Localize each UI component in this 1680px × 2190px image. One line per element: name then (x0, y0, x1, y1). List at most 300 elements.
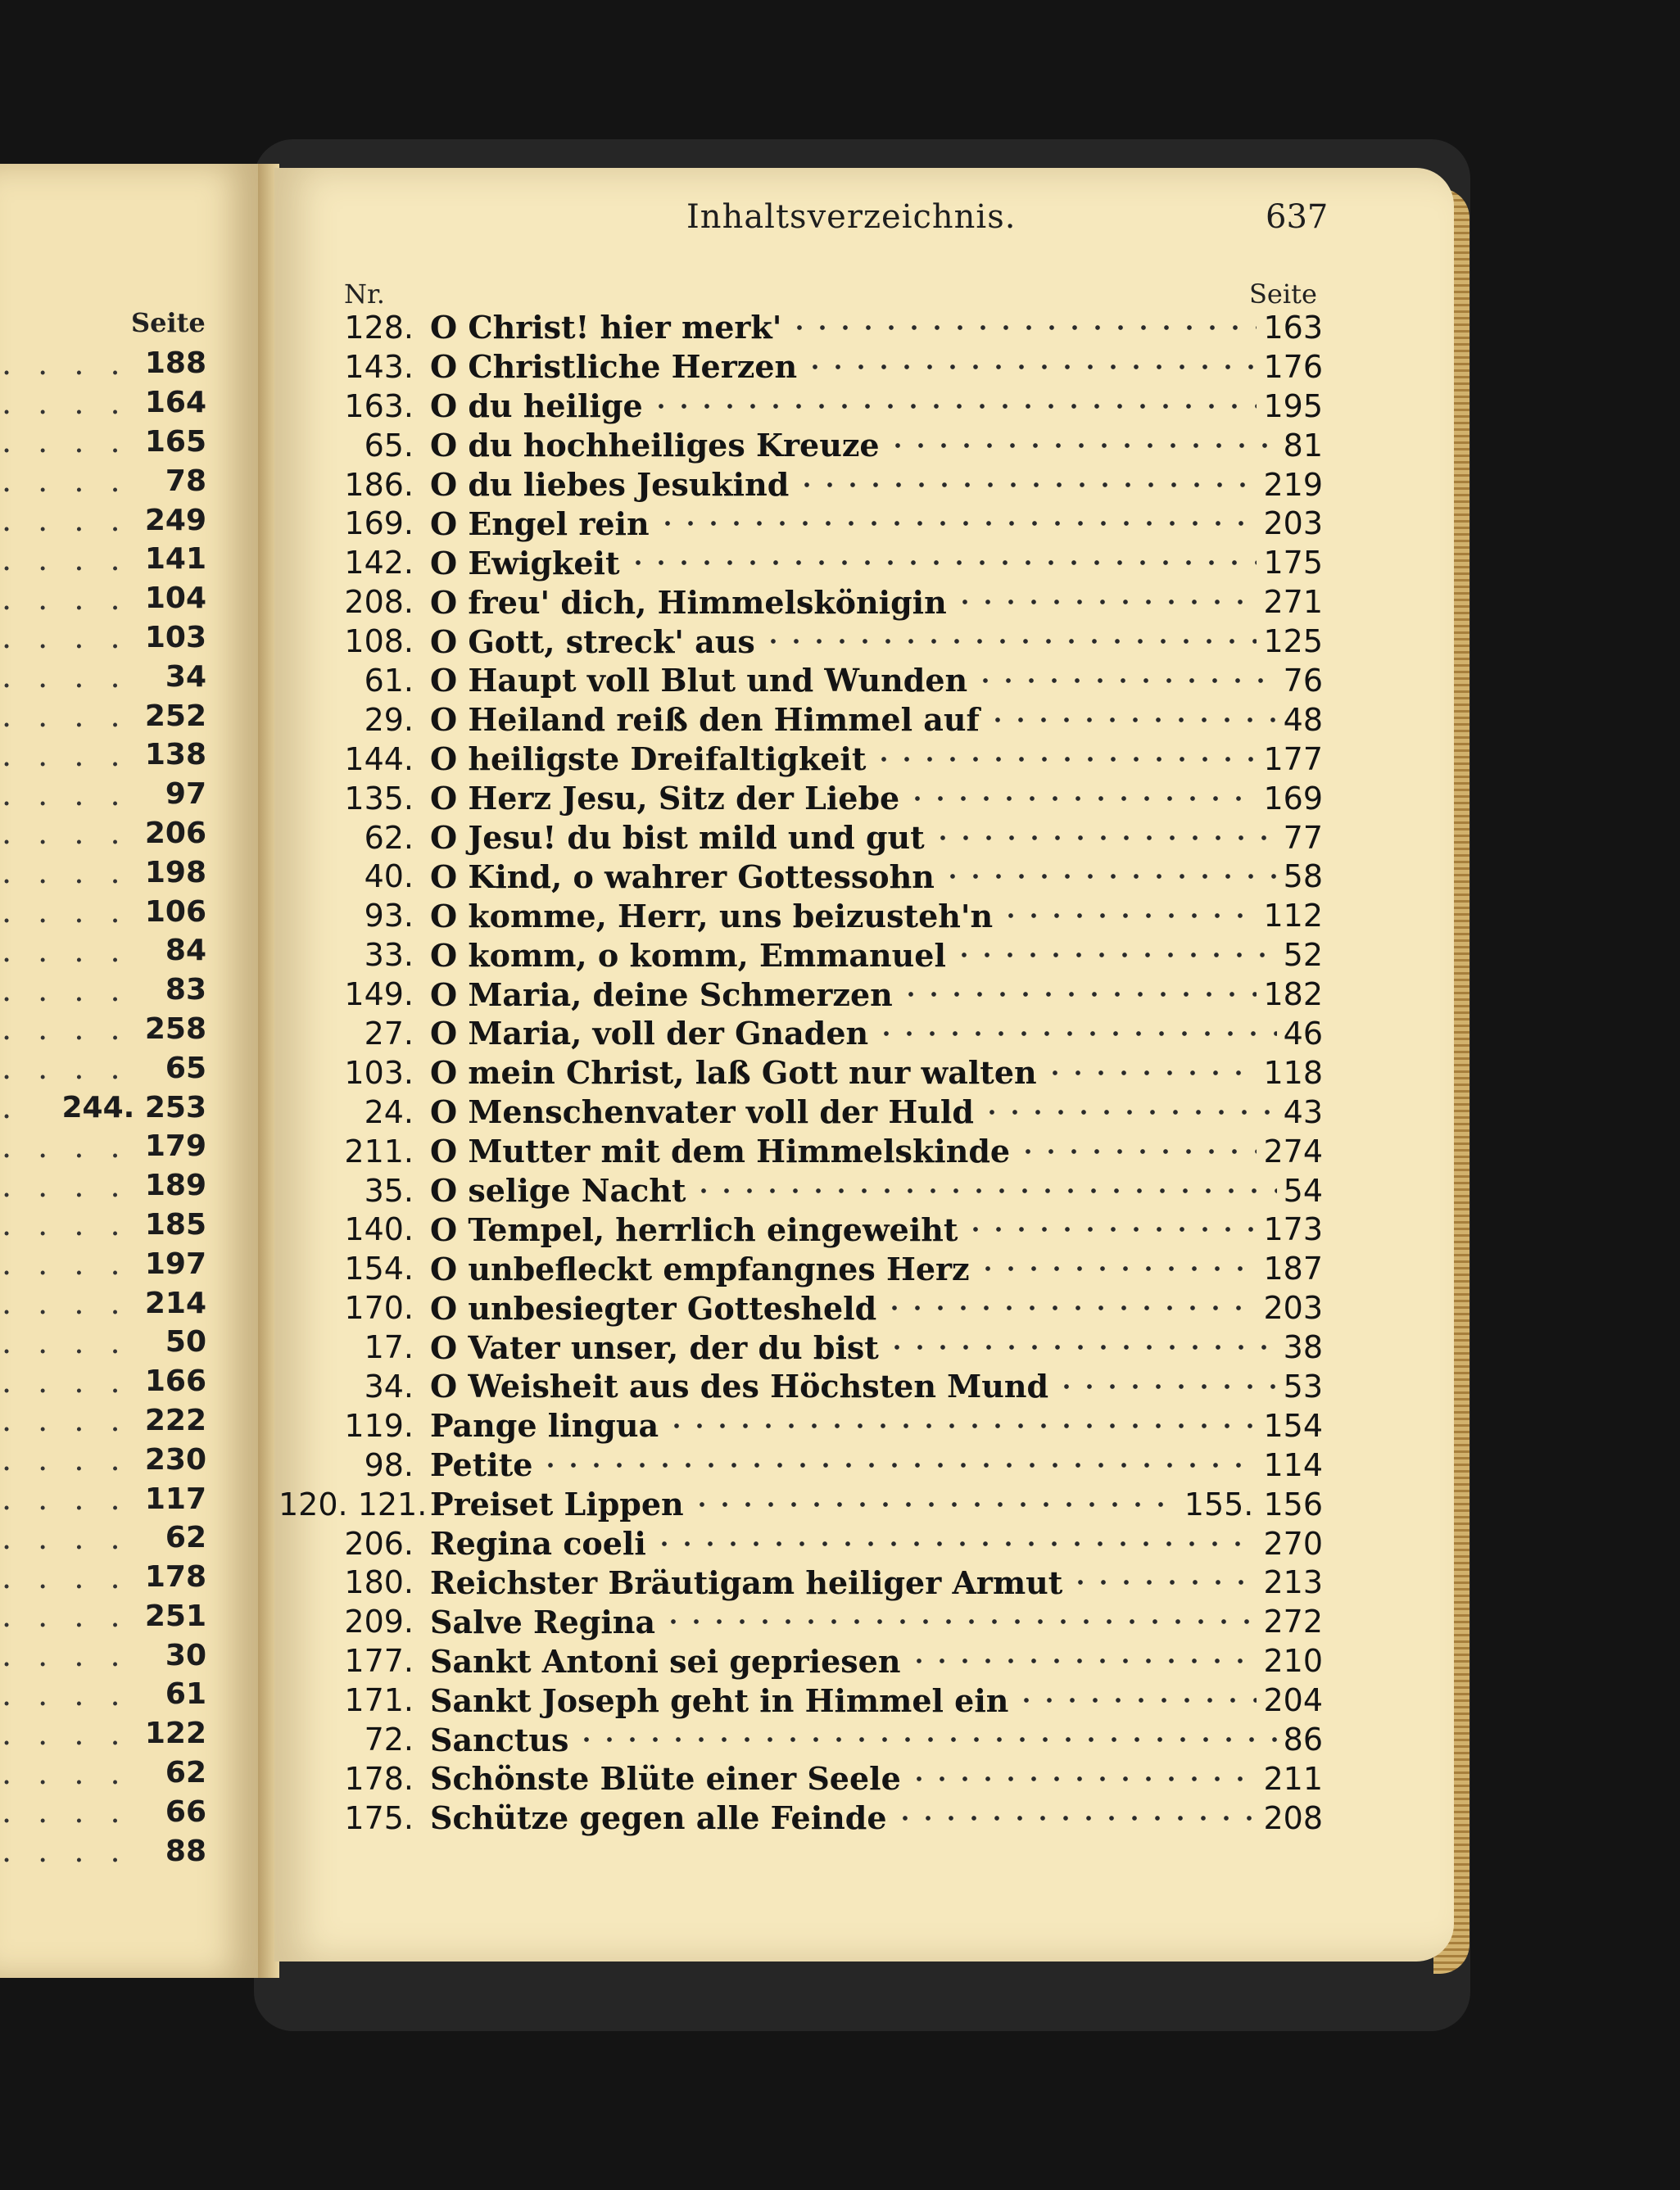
toc-entry (344, 1210, 1323, 1249)
dot-leader (692, 1175, 1276, 1206)
entry-number: 142. (344, 545, 414, 581)
dot-leader: . . . . (2, 1206, 129, 1243)
entry-number: 40. (364, 858, 414, 895)
entry-page: 155. 156 (1184, 1486, 1323, 1523)
left-page-ref: 97 (165, 777, 206, 812)
dot-leader (931, 822, 1277, 853)
dot-leader (575, 1724, 1276, 1755)
toc-entry (344, 504, 1323, 543)
dot-leader: . . . . (2, 1402, 129, 1439)
entry-title: O Maria, deine Schmerzen (430, 975, 893, 1013)
left-page-ref: 103 (144, 620, 206, 654)
left-page-ref: 165 (144, 424, 206, 459)
entry-number: 17. (364, 1329, 414, 1366)
toc-entry (344, 779, 1323, 818)
left-list-item (0, 461, 206, 500)
toc-entry (344, 1288, 1323, 1328)
dot-leader (899, 979, 1257, 1010)
entry-page: 114 (1263, 1446, 1323, 1483)
dot-leader: . . . . (2, 894, 129, 930)
dot-leader (1017, 1136, 1257, 1167)
dot-leader (795, 469, 1257, 500)
left-page-ref: 104 (144, 581, 206, 616)
dot-leader: . . . . (2, 1324, 129, 1360)
entry-page: 177 (1263, 740, 1323, 777)
left-page-ref: 122 (144, 1717, 206, 1751)
dot-leader (980, 1097, 1277, 1128)
entry-title: Regina coeli (430, 1525, 646, 1563)
entry-number: 149. (344, 976, 414, 1013)
entry-number: 135. (344, 780, 414, 817)
left-page-ref: 189 (144, 1169, 206, 1203)
entry-title: Sankt Joseph geht in Himmel ein (430, 1681, 1009, 1719)
toc-entry (344, 582, 1323, 622)
left-page-ref: 61 (165, 1677, 206, 1712)
left-list-item (0, 618, 206, 658)
left-list-item (0, 1636, 206, 1675)
entry-number: 108. (344, 623, 414, 660)
toc-entry (344, 1602, 1323, 1641)
left-list-item (0, 1714, 206, 1753)
entry-number: 211. (344, 1133, 414, 1170)
dot-leader (627, 547, 1257, 578)
left-list-item (0, 1479, 206, 1518)
left-page-ref: 197 (144, 1247, 206, 1281)
left-list-item (0, 1088, 206, 1127)
entry-page: 176 (1263, 348, 1323, 385)
entry-number: 119. (344, 1407, 414, 1444)
dot-leader: . . . . (2, 580, 129, 617)
dot-leader (974, 665, 1276, 696)
left-list-item (0, 1518, 206, 1558)
left-list-item (0, 1244, 206, 1283)
entry-title: O du liebes Jesukind (430, 466, 790, 503)
entry-title: O Ewigkeit (430, 544, 620, 581)
dot-leader (886, 430, 1277, 461)
left-list-item (0, 344, 206, 383)
entry-page: 210 (1263, 1643, 1323, 1680)
dot-leader: . . . . (2, 1715, 129, 1752)
entry-page: 77 (1283, 819, 1323, 856)
dot-leader (908, 1645, 1257, 1676)
entry-page: 38 (1283, 1329, 1323, 1366)
entry-page: 274 (1263, 1133, 1323, 1170)
dot-leader: . . . . (2, 345, 129, 382)
entry-title: O komm, o komm, Emmanuel (430, 936, 946, 974)
toc-entry (344, 1328, 1323, 1367)
entry-page: 270 (1263, 1525, 1323, 1562)
dot-leader: . . . . (2, 502, 129, 539)
toc-entry (344, 975, 1323, 1014)
left-page-ref: 117 (144, 1482, 206, 1516)
entry-title: O Herz Jesu, Sitz der Liebe (430, 780, 900, 817)
entry-title: Preiset Lippen (430, 1486, 684, 1523)
entry-title: O Kind, o wahrer Gottessohn (430, 857, 935, 895)
entry-page: 76 (1283, 662, 1323, 699)
entry-title: O Maria, voll der Gnaden (430, 1015, 869, 1052)
dot-leader (650, 391, 1257, 422)
left-page-ref: 185 (144, 1207, 206, 1242)
entry-title: O du heilige (430, 387, 643, 425)
toc-entry (344, 700, 1323, 740)
entry-number: 33. (364, 937, 414, 974)
entry-page: 213 (1263, 1564, 1323, 1601)
left-page-ref: 141 (144, 542, 206, 577)
dot-leader (908, 1763, 1257, 1794)
entry-number: 61. (364, 662, 414, 699)
left-page-ref: 214 (144, 1286, 206, 1320)
dot-leader: . . . . (2, 971, 129, 1008)
dot-leader: . . . . (2, 1519, 129, 1556)
dot-leader (894, 1803, 1257, 1834)
dot-leader: . . . . (2, 541, 129, 577)
entry-page: 208 (1263, 1799, 1323, 1836)
left-page-ref: 249 (144, 503, 206, 537)
dot-leader: . . . . (2, 776, 129, 812)
dot-leader: . . . . (2, 1050, 129, 1087)
entry-title: Pange lingua (430, 1407, 659, 1445)
toc-entry (344, 1367, 1323, 1406)
left-page-ref: 166 (144, 1364, 206, 1399)
left-list-item (0, 1010, 206, 1049)
dot-leader (953, 939, 1277, 971)
entry-title: O komme, Herr, uns beizusteh'n (430, 897, 994, 934)
dot-leader (665, 1410, 1257, 1441)
dot-leader: . . . . (2, 1363, 129, 1400)
left-list-item (0, 775, 206, 814)
dot-leader: . . . . (2, 854, 129, 891)
toc-entry (344, 661, 1323, 700)
entry-title: Salve Regina (430, 1603, 655, 1640)
toc-entry (344, 1681, 1323, 1720)
entry-number: 65. (364, 427, 414, 464)
left-page-ref: 244. 253 (61, 1090, 206, 1124)
entry-number: 186. (344, 466, 414, 503)
left-page-ref: 83 (165, 973, 206, 1007)
dot-leader: . . . . (2, 1128, 129, 1165)
left-list-item (0, 1323, 206, 1362)
dot-leader: . . . . (2, 1794, 129, 1830)
entry-number: 27. (364, 1015, 414, 1052)
left-list-item (0, 1127, 206, 1166)
left-list-item (0, 1401, 206, 1441)
toc-entry (344, 426, 1323, 465)
left-list-item (0, 853, 206, 892)
dot-leader (539, 1450, 1257, 1481)
entry-number: 140. (344, 1211, 414, 1248)
entry-number: 128. (344, 309, 414, 346)
toc-entry (344, 1053, 1323, 1093)
left-list-item (0, 500, 206, 540)
entry-page: 169 (1263, 780, 1323, 817)
dot-leader (953, 586, 1257, 618)
dot-leader (653, 1528, 1257, 1559)
toc-entry (344, 465, 1323, 505)
left-page-column-label: Seite (131, 307, 206, 338)
entry-title: O Vater unser, der du bist (430, 1328, 879, 1366)
dot-leader: . . . . (2, 423, 129, 460)
dot-leader (986, 704, 1277, 735)
entry-page: 154 (1263, 1407, 1323, 1444)
entry-number: 29. (364, 701, 414, 738)
page-column-label: Seite (1249, 278, 1317, 310)
entry-page: 195 (1263, 387, 1323, 424)
entry-number: 35. (364, 1172, 414, 1209)
dot-leader: . . . . (2, 619, 129, 656)
entry-title: O Menschenvater voll der Huld (430, 1093, 974, 1131)
dot-leader (875, 1018, 1276, 1049)
left-list-item (0, 1675, 206, 1714)
left-list-item (0, 1048, 206, 1088)
left-list-item (0, 1558, 206, 1597)
entry-number: 171. (344, 1682, 414, 1719)
dot-leader (691, 1489, 1178, 1520)
entry-page: 204 (1263, 1682, 1323, 1719)
entry-title: O Christliche Herzen (430, 348, 798, 386)
left-list-item (0, 383, 206, 423)
toc-entry (344, 1799, 1323, 1838)
toc-entry (344, 1524, 1323, 1563)
dot-leader: . . . . (2, 1481, 129, 1517)
entry-title: O mein Christ, laß Gott nur walten (430, 1054, 1037, 1092)
entry-page: 81 (1283, 427, 1323, 464)
dot-leader: . . . . (2, 658, 129, 695)
dot-leader: . . . . (2, 1676, 129, 1713)
entry-title: Sankt Antoni sei gepriesen (430, 1642, 901, 1680)
left-list-item (0, 423, 206, 462)
entry-number: 178. (344, 1760, 414, 1797)
dot-leader: . . . . (2, 463, 129, 500)
dot-leader (788, 312, 1257, 343)
entry-title: O unbefleckt empfangnes Herz (430, 1250, 970, 1287)
entry-page: 211 (1263, 1760, 1323, 1797)
entry-title: O Jesu! du bist mild und gut (430, 819, 925, 857)
entry-number: 154. (344, 1251, 414, 1287)
left-list-item (0, 1283, 206, 1323)
toc-entry (344, 1759, 1323, 1799)
left-list-item (0, 579, 206, 618)
toc-entry (344, 1641, 1323, 1681)
dot-leader (1044, 1057, 1257, 1088)
toc-entry (344, 308, 1323, 347)
left-list-item (0, 696, 206, 735)
dot-leader: . . . . (2, 1754, 129, 1791)
left-page-ref: 188 (144, 346, 206, 381)
left-list-item (0, 1440, 206, 1479)
toc-entry (344, 1406, 1323, 1446)
entry-page: 203 (1263, 505, 1323, 542)
left-page-ref: 198 (144, 855, 206, 889)
left-page-ref: 178 (144, 1560, 206, 1595)
left-page-ref: 30 (165, 1638, 206, 1672)
left-list-item (0, 1753, 206, 1793)
entry-page: 125 (1263, 623, 1323, 660)
entry-title: O Tempel, herrlich eingeweiht (430, 1210, 958, 1248)
left-page-ref: 230 (144, 1442, 206, 1477)
dot-leader (1069, 1567, 1257, 1598)
running-head: Inhaltsverzeichnis. (686, 198, 1017, 236)
toc-entry (344, 1249, 1323, 1288)
left-list-item (0, 931, 206, 971)
entry-title: O heiligste Dreifaltigkeit (430, 740, 867, 778)
left-list-item (0, 657, 206, 696)
dot-leader (1055, 1371, 1277, 1402)
toc-entry (344, 1446, 1323, 1485)
entry-page: 86 (1283, 1722, 1323, 1758)
entry-page: 219 (1263, 466, 1323, 503)
entry-number: 98. (364, 1446, 414, 1483)
entry-number: 177. (344, 1643, 414, 1680)
dot-leader (872, 744, 1257, 775)
toc-entry (344, 1563, 1323, 1603)
entry-page: 52 (1283, 937, 1323, 974)
left-page-ref: 206 (144, 816, 206, 850)
left-page-ref: 88 (165, 1834, 206, 1868)
dot-leader: . . . . (2, 1833, 129, 1870)
dot-leader (762, 626, 1257, 657)
entry-number: 169. (344, 505, 414, 542)
dot-leader (964, 1214, 1257, 1245)
entry-title: O Weisheit aus des Höchsten Mund (430, 1368, 1049, 1405)
entry-page: 58 (1283, 858, 1323, 895)
toc-entry (344, 896, 1323, 935)
dot-leader (885, 1332, 1277, 1363)
left-list-item (0, 1831, 206, 1871)
entry-title: Reichster Bräutigam heiliger Armut (430, 1563, 1063, 1601)
dot-leader: . . . . (2, 1598, 129, 1635)
entry-title: O Mutter mit dem Himmelskinde (430, 1133, 1011, 1170)
left-page-ref: 34 (165, 659, 206, 694)
entry-number: 180. (344, 1564, 414, 1601)
entry-page: 46 (1283, 1015, 1323, 1052)
left-page-ref: 106 (144, 894, 206, 929)
left-list-item (0, 1362, 206, 1401)
toc-entry (344, 1014, 1323, 1053)
dot-leader (906, 783, 1257, 814)
entry-number: 143. (344, 348, 414, 385)
entry-number: 24. (364, 1093, 414, 1130)
left-page-ref: 84 (165, 934, 206, 968)
entry-page: 187 (1263, 1251, 1323, 1287)
dot-leader: . . . . (2, 698, 129, 735)
dot-leader: . (2, 1089, 20, 1126)
dot-leader: . . . . (2, 1559, 129, 1595)
left-list-item (0, 1597, 206, 1636)
left-page-ref: 62 (165, 1521, 206, 1555)
entry-page: 48 (1283, 701, 1323, 738)
dot-leader: . . . . (2, 932, 129, 969)
left-list-item (0, 1792, 206, 1831)
entry-number: 208. (344, 584, 414, 621)
entry-number: 163. (344, 387, 414, 424)
left-page-ref: 78 (165, 464, 206, 498)
toc-entry (344, 1132, 1323, 1171)
toc-entry (344, 1171, 1323, 1210)
left-list-item (0, 1166, 206, 1206)
entry-number: 206. (344, 1525, 414, 1562)
toc-entry (344, 935, 1323, 975)
entry-title: Schütze gegen alle Feinde (430, 1799, 887, 1837)
toc-entry (278, 1485, 1323, 1524)
left-page-ref: 66 (165, 1794, 206, 1829)
entry-number: 72. (364, 1722, 414, 1758)
toc-entry (344, 543, 1323, 582)
left-page-ref: 50 (165, 1325, 206, 1360)
toc-entry (344, 387, 1323, 426)
dot-leader: . . . . (2, 1246, 129, 1283)
entry-page: 43 (1283, 1093, 1323, 1130)
dot-leader: . . . . (2, 1441, 129, 1478)
dot-leader: . . . . (2, 1637, 129, 1674)
entry-page: 173 (1263, 1211, 1323, 1248)
left-page-number-column (0, 344, 206, 1871)
entry-page: 182 (1263, 976, 1323, 1013)
toc-entry (344, 740, 1323, 779)
entry-title: Sanctus (430, 1721, 569, 1758)
entry-title: O du hochheiliges Kreuze (430, 427, 880, 464)
dot-leader: . . . . (2, 1285, 129, 1322)
entry-title: O Heiland reiß den Himmel auf (430, 701, 980, 739)
toc-entry (344, 818, 1323, 857)
entry-number: 93. (364, 898, 414, 934)
entry-page: 272 (1263, 1604, 1323, 1640)
entry-page: 203 (1263, 1290, 1323, 1327)
entry-number: 34. (364, 1368, 414, 1405)
entry-page: 175 (1263, 545, 1323, 581)
entry-number: 170. (344, 1290, 414, 1327)
entry-title: O unbesiegter Gottesheld (430, 1289, 877, 1327)
entry-number: 62. (364, 819, 414, 856)
left-page-ref: 62 (165, 1756, 206, 1790)
toc-entry (344, 1093, 1323, 1132)
entry-title: O Gott, streck' aus (430, 622, 755, 660)
dot-leader: . . . . (2, 815, 129, 852)
entry-page: 112 (1263, 898, 1323, 934)
left-list-item (0, 735, 206, 775)
left-list-item (0, 814, 206, 853)
left-page-ref: 252 (144, 699, 206, 733)
dot-leader (999, 900, 1257, 931)
entry-number: 120. 121. (278, 1486, 428, 1523)
dot-leader: . . . . (2, 736, 129, 773)
entry-number: 144. (344, 740, 414, 777)
entry-title: O freu' dich, Himmelskönigin (430, 583, 947, 621)
toc-entry (344, 1720, 1323, 1759)
dot-leader (976, 1253, 1257, 1284)
entry-title: Petite (430, 1446, 533, 1484)
left-list-item (0, 971, 206, 1010)
toc-entry (344, 622, 1323, 661)
dot-leader (804, 351, 1257, 382)
entry-page: 271 (1263, 584, 1323, 621)
entry-title: O Haupt voll Blut und Wunden (430, 662, 968, 699)
entry-page: 53 (1283, 1368, 1323, 1405)
page-number: 637 (1266, 198, 1329, 236)
entry-number: 175. (344, 1799, 414, 1836)
dot-leader (656, 508, 1257, 539)
entry-number: 103. (344, 1054, 414, 1091)
dot-leader (662, 1606, 1257, 1637)
dot-leader: . . . . (2, 384, 129, 421)
left-list-item (0, 892, 206, 931)
left-page-ref: 179 (144, 1129, 206, 1164)
nr-column-label: Nr. (344, 278, 385, 310)
dot-leader (883, 1292, 1257, 1324)
left-page-ref: 251 (144, 1599, 206, 1633)
entry-page: 118 (1263, 1054, 1323, 1091)
entry-title: Schönste Blüte einer Seele (430, 1760, 901, 1798)
entry-title: O Engel rein (430, 505, 650, 542)
